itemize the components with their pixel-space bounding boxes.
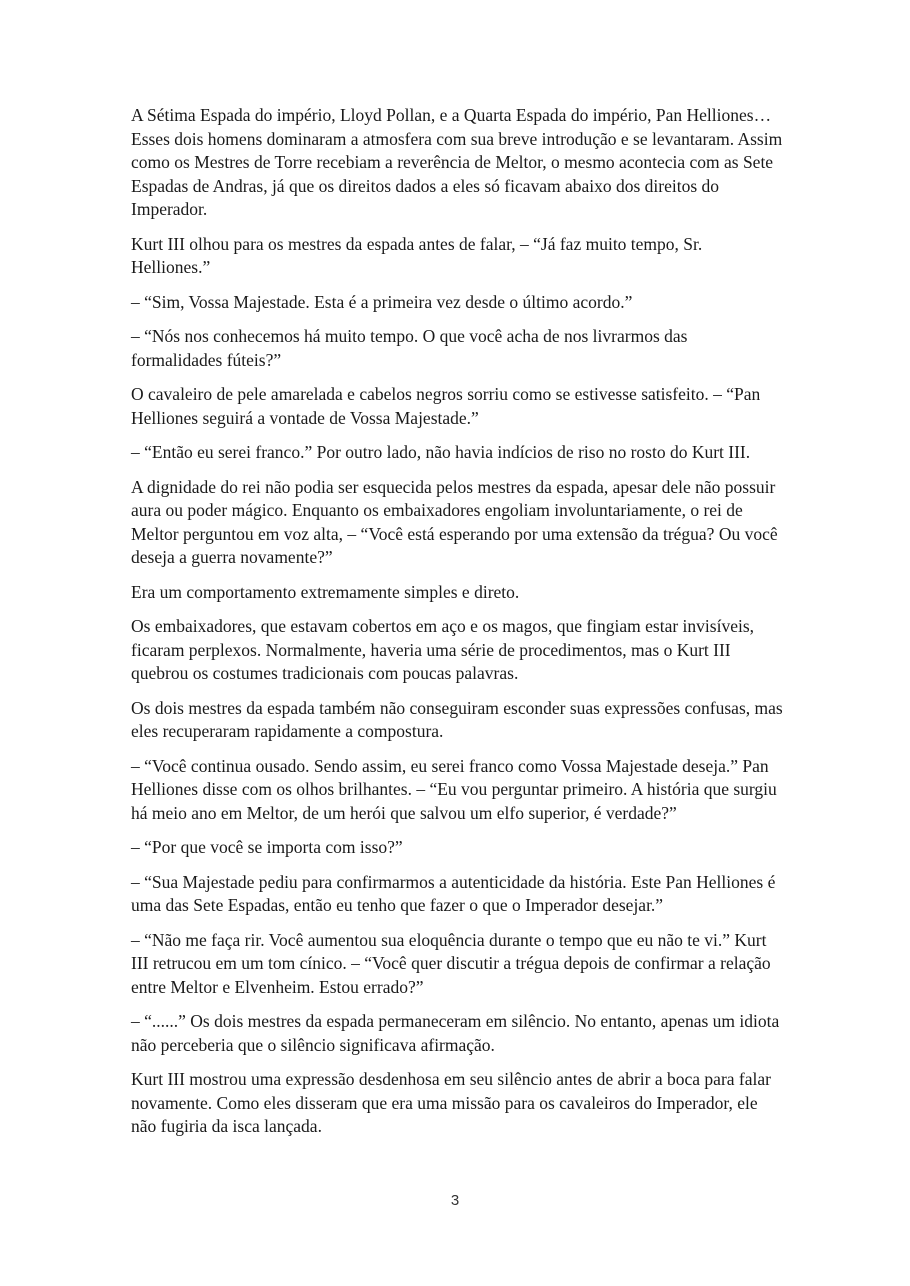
paragraph: – “Por que você se importa com isso?”	[131, 837, 403, 857]
paragraph: – “Então eu serei franco.” Por outro lado, não havia indícios de riso no rosto do Kurt III.	[131, 442, 751, 462]
paragraph: Os dois mestres da espada também não conseguiram esconder suas expressões confusas, mas eles recuperaram rapidamente a compostura.	[131, 697, 783, 741]
paragraph: Kurt III mostrou uma expressão desdenhosa em seu silêncio antes de abrir a boca para falar novamente. Como eles disseram que era uma missão para os cavaleiros do Imperador, ele não fugiria da isca lançada.	[131, 1069, 771, 1136]
paragraph: Kurt III olhou para os mestres da espada antes de falar, – “Já faz muito tempo, Sr. Helliones.”	[131, 233, 703, 277]
paragraph: A dignidade do rei não podia ser esquecida pelos mestres da espada, apesar dele não possuir aura ou poder mágico. Enquanto os embaixadores engoliam involuntariamente, o rei de Meltor perguntou em voz alta, – “Você está esperando por uma extensão da trégua? Ou você deseja a guerra novamente?”	[131, 476, 778, 567]
paragraph: – “Sua Majestade pediu para confirmarmos a autenticidade da história. Este Pan Helliones é uma das Sete Espadas, então eu tenho que fazer o que o Imperador desejar.”	[131, 871, 776, 915]
paragraph: – “......” Os dois mestres da espada permaneceram em silêncio. No entanto, apenas um idiota não perceberia que o silêncio significava afirmação.	[131, 1011, 780, 1055]
paragraph: – “Você continua ousado. Sendo assim, eu serei franco como Vossa Majestade deseja.” Pan Helliones disse com os olhos brilhantes. – “Eu vou perguntar primeiro. A história que surgiu há meio ano em Meltor, de um herói que salvou um elfo superior, é verdade?”	[131, 755, 777, 823]
paragraph: A Sétima Espada do império, Lloyd Pollan, e a Quarta Espada do império, Pan Helliones… Esses dois homens dominaram a atmosfera com sua breve introdução e se levantaram. Assim como os Mestres de Torre recebiam a reverência de Meltor, o mesmo acontecia com as Sete Espadas de Andras, já que os direitos dados a eles só ficavam abaixo dos direitos do Imperador.	[131, 105, 783, 219]
paragraph: Os embaixadores, que estavam cobertos em aço e os magos, que fingiam estar invisíveis, ficaram perplexos. Normalmente, haveria uma série de procedimentos, mas o Kurt III quebrou os costumes tradicionais com poucas palavras.	[131, 616, 755, 683]
page-number: 3	[450, 1192, 460, 1209]
page-body	[131, 104, 783, 1150]
paragraph: – “Não me faça rir. Você aumentou sua eloquência durante o tempo que eu não te vi.” Kurt III retrucou em um tom cínico. – “Você quer discutir a trégua depois de confirmar a relação entre Meltor e Elvenheim. Estou errado?”	[131, 929, 771, 997]
paragraph: Era um comportamento extremamente simples e direto.	[131, 581, 520, 602]
paragraph: – “Nós nos conhecemos há muito tempo. O que você acha de nos livrarmos das formalidades fúteis?”	[131, 326, 688, 370]
paragraph: O cavaleiro de pele amarelada e cabelos negros sorriu como se estivesse satisfeito. – “Pan Helliones seguirá a vontade de Vossa Majestade.”	[131, 384, 761, 428]
paragraph: – “Sim, Vossa Majestade. Esta é a primeira vez desde o último acordo.”	[131, 291, 633, 312]
